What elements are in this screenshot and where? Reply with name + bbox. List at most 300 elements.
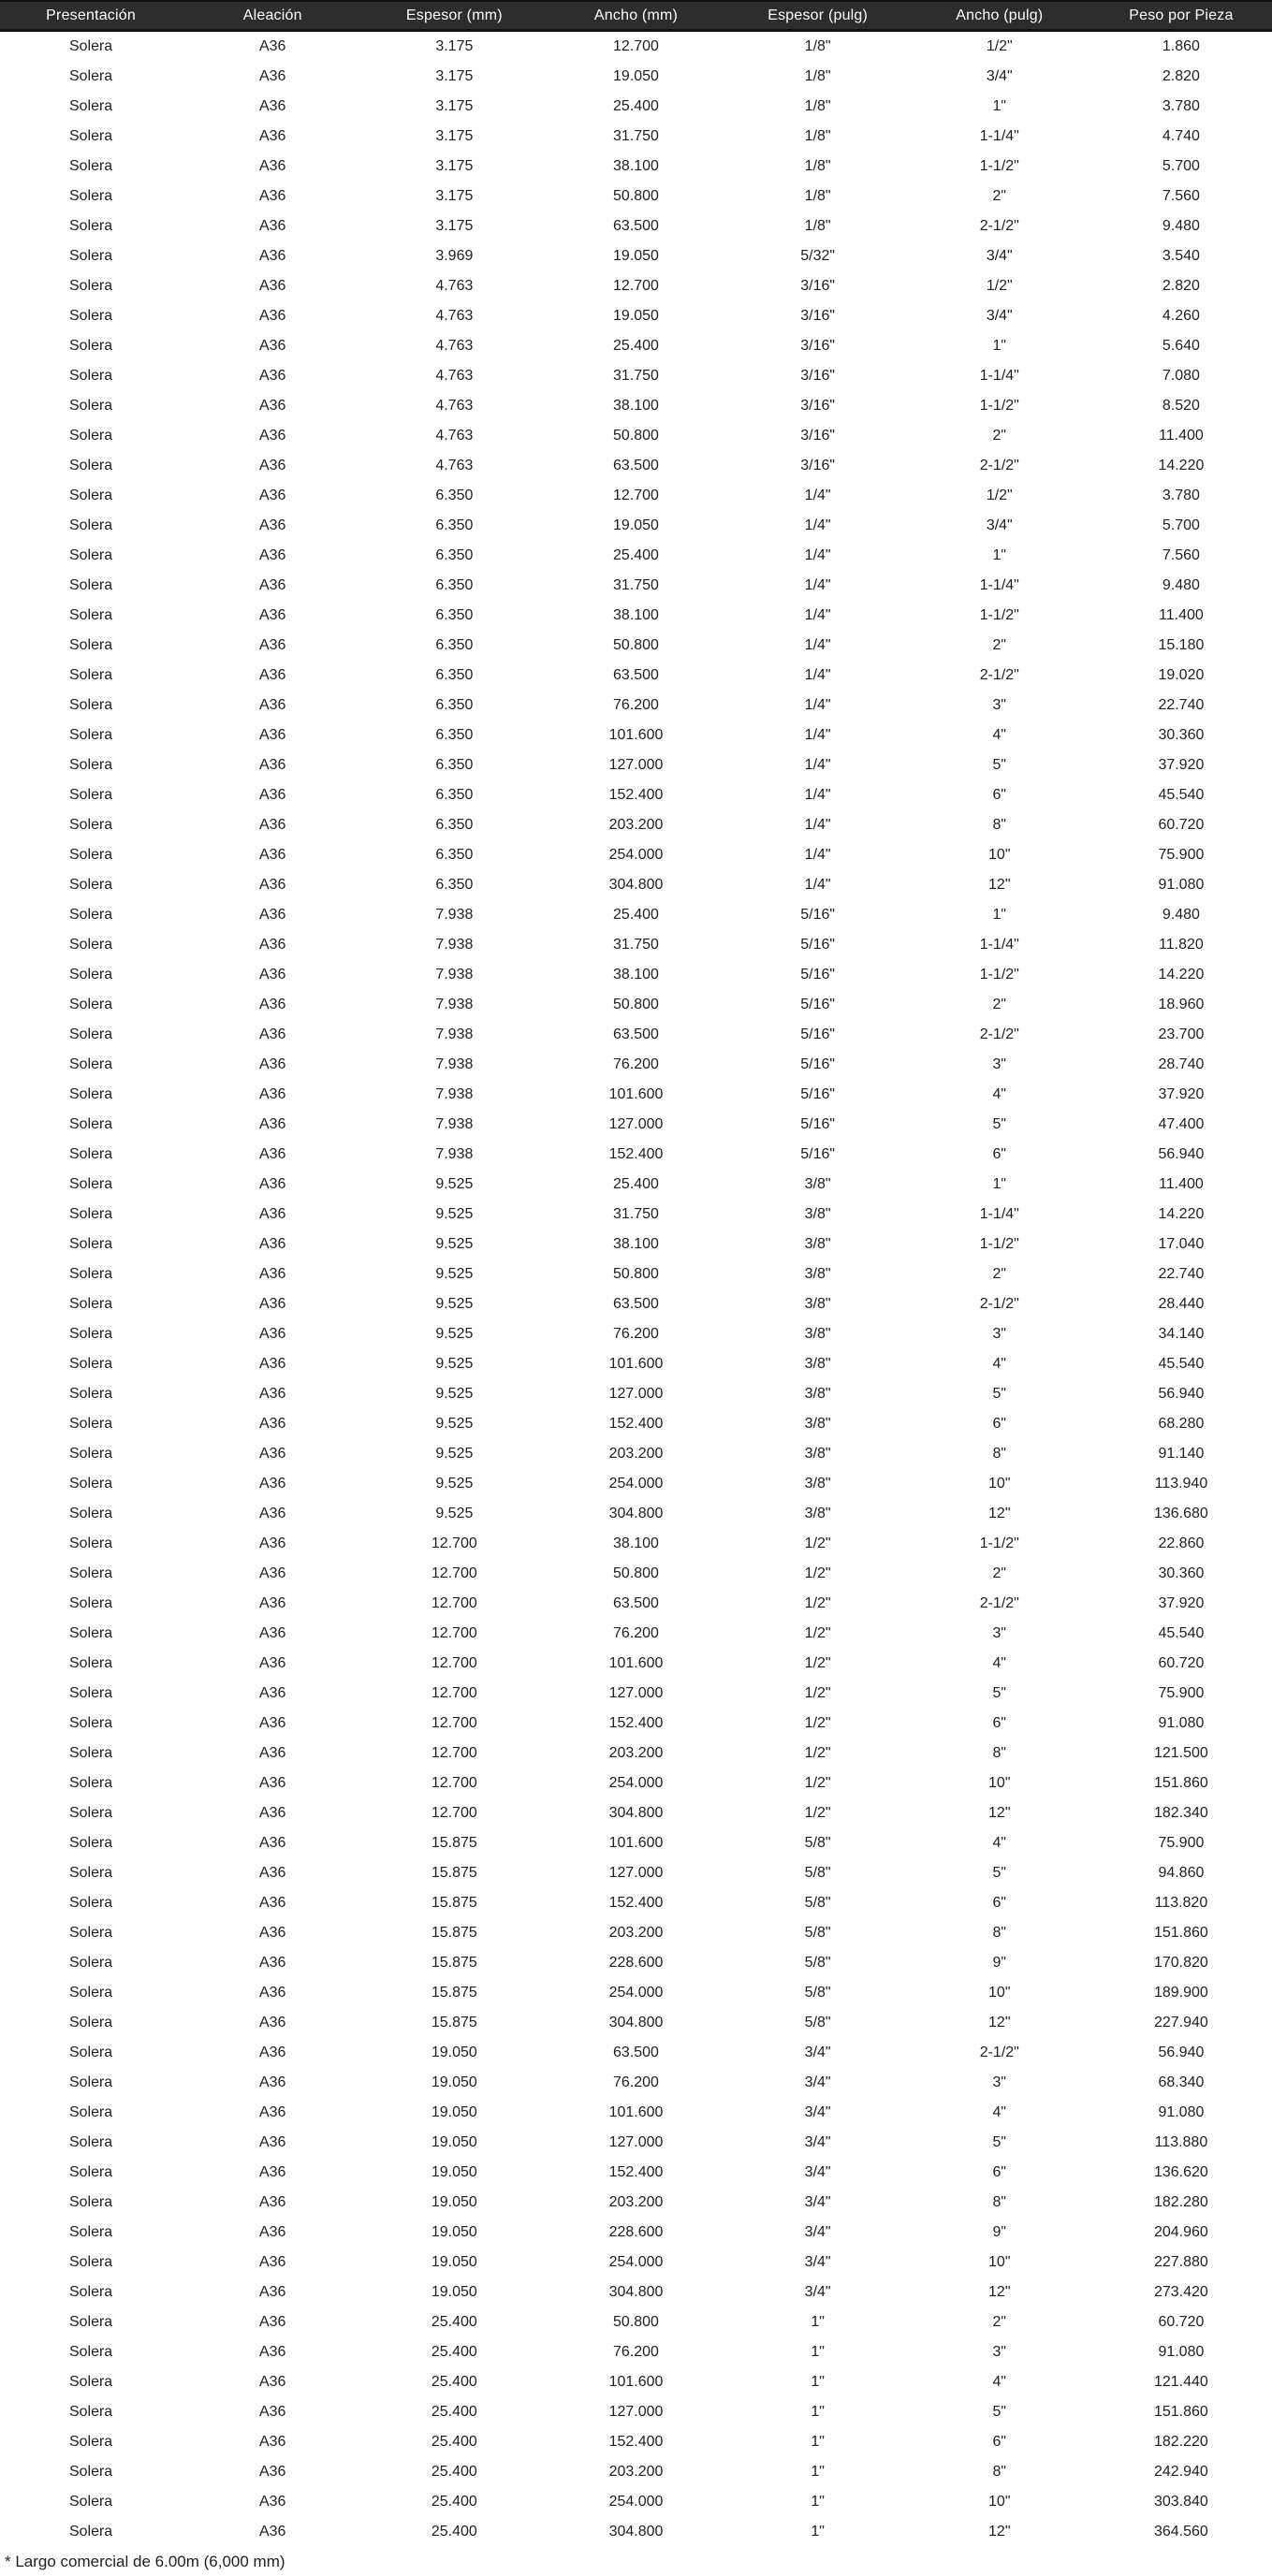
table-header-row bbox=[0, 0, 1272, 32]
table-cell: 19.020 bbox=[1158, 667, 1205, 683]
table-cell: 4" bbox=[992, 1655, 1007, 1671]
table-cell: 254.000 bbox=[608, 1476, 664, 1492]
commercial-length-footnote: * Largo comercial de 6.00m (6,000 mm) bbox=[5, 2553, 285, 2570]
table-cell: 12" bbox=[988, 877, 1011, 893]
table-cell: A36 bbox=[258, 98, 286, 114]
table-row bbox=[0, 1349, 1272, 1379]
table-cell: 1/4" bbox=[804, 547, 831, 563]
table-cell: Solera bbox=[68, 1356, 113, 1372]
table-cell: 5/16" bbox=[800, 1086, 836, 1102]
table-cell: Solera bbox=[68, 1535, 113, 1551]
table-cell: 91.140 bbox=[1158, 1446, 1205, 1462]
table-cell: 101.600 bbox=[608, 1835, 664, 1851]
table-cell: 9.525 bbox=[435, 1506, 474, 1521]
table-cell: 19.050 bbox=[431, 2074, 477, 2090]
table-cell: 6" bbox=[992, 1146, 1007, 1162]
table-cell: 182.340 bbox=[1153, 1805, 1208, 1821]
table-cell: Solera bbox=[68, 2344, 113, 2360]
table-cell: 10" bbox=[988, 1775, 1011, 1791]
table-cell: 25.400 bbox=[431, 2344, 477, 2360]
table-cell: A36 bbox=[258, 38, 286, 54]
table-cell: 15.875 bbox=[431, 1985, 477, 2001]
table-cell: 25.400 bbox=[431, 2434, 477, 2450]
table-cell: 182.280 bbox=[1153, 2194, 1208, 2210]
table-cell: Solera bbox=[68, 398, 113, 414]
table-cell: 91.080 bbox=[1158, 877, 1205, 893]
table-cell: Solera bbox=[68, 2404, 113, 2420]
table-cell: 1-1/4" bbox=[979, 937, 1019, 953]
table-row bbox=[0, 2158, 1272, 2188]
table-cell: A36 bbox=[258, 1625, 286, 1641]
table-cell: 12.700 bbox=[431, 1715, 477, 1731]
table-cell: A36 bbox=[258, 1416, 286, 1432]
table-cell: 30.360 bbox=[1158, 1565, 1205, 1581]
table-cell: 6.350 bbox=[435, 757, 474, 773]
table-cell: Solera bbox=[68, 697, 113, 713]
table-cell: 203.200 bbox=[608, 2464, 664, 2480]
table-cell: 136.680 bbox=[1153, 1506, 1208, 1521]
table-row bbox=[0, 481, 1272, 511]
table-cell: Solera bbox=[68, 907, 113, 923]
table-cell: Solera bbox=[68, 98, 113, 114]
table-row bbox=[0, 1140, 1272, 1170]
table-row bbox=[0, 391, 1272, 421]
table-cell: 1/2" bbox=[804, 1685, 831, 1701]
table-cell: A36 bbox=[258, 1446, 286, 1462]
table-row bbox=[0, 32, 1272, 62]
table-cell: 25.400 bbox=[431, 2464, 477, 2480]
table-cell: 3.175 bbox=[435, 68, 474, 84]
table-cell: 204.960 bbox=[1153, 2224, 1208, 2240]
table-cell: 15.875 bbox=[431, 1955, 477, 1971]
table-row bbox=[0, 451, 1272, 481]
table-cell: 254.000 bbox=[608, 2494, 664, 2510]
column-header: Aleación bbox=[242, 7, 302, 23]
table-cell: 25.400 bbox=[431, 2524, 477, 2540]
table-cell: A36 bbox=[258, 2464, 286, 2480]
table-cell: 63.500 bbox=[613, 458, 659, 473]
table-cell: A36 bbox=[258, 637, 286, 653]
table-row bbox=[0, 631, 1272, 661]
table-cell: 3/4" bbox=[804, 2134, 831, 2150]
table-cell: 14.220 bbox=[1158, 967, 1205, 982]
table-row bbox=[0, 1858, 1272, 1888]
table-cell: Solera bbox=[68, 967, 113, 982]
table-row bbox=[0, 1559, 1272, 1589]
table-cell: 9.525 bbox=[435, 1326, 474, 1342]
table-cell: 12" bbox=[988, 2015, 1011, 2030]
table-row bbox=[0, 1888, 1272, 1918]
table-cell: A36 bbox=[258, 1565, 286, 1581]
table-cell: 56.940 bbox=[1158, 1386, 1205, 1402]
table-cell: 4" bbox=[992, 727, 1007, 743]
table-cell: 152.400 bbox=[608, 2434, 664, 2450]
table-row bbox=[0, 1768, 1272, 1798]
table-cell: A36 bbox=[258, 248, 286, 264]
table-cell: Solera bbox=[68, 1865, 113, 1881]
table-cell: A36 bbox=[258, 1745, 286, 1761]
table-cell: Solera bbox=[68, 308, 113, 324]
table-cell: 9.525 bbox=[435, 1266, 474, 1282]
table-cell: A36 bbox=[258, 2045, 286, 2060]
table-cell: 6" bbox=[992, 2434, 1007, 2450]
table-row bbox=[0, 1499, 1272, 1529]
table-cell: Solera bbox=[68, 2194, 113, 2210]
table-cell: Solera bbox=[68, 2104, 113, 2120]
table-cell: 9.525 bbox=[435, 1206, 474, 1222]
table-cell: 3/4" bbox=[986, 248, 1013, 264]
table-cell: 5" bbox=[992, 1386, 1007, 1402]
table-cell: 1/2" bbox=[804, 1535, 831, 1551]
table-cell: 2-1/2" bbox=[979, 1595, 1019, 1611]
table-cell: 5/8" bbox=[804, 2015, 831, 2030]
table-cell: 6.350 bbox=[435, 517, 474, 533]
table-cell: 3/8" bbox=[804, 1296, 831, 1312]
table-cell: 152.400 bbox=[608, 2164, 664, 2180]
table-cell: 1/4" bbox=[804, 637, 831, 653]
table-cell: 37.920 bbox=[1158, 1595, 1205, 1611]
table-cell: 50.800 bbox=[613, 1565, 659, 1581]
table-cell: A36 bbox=[258, 1535, 286, 1551]
table-cell: Solera bbox=[68, 488, 113, 503]
table-cell: 1/8" bbox=[804, 218, 831, 234]
table-cell: 19.050 bbox=[613, 308, 659, 324]
table-cell: Solera bbox=[68, 338, 113, 354]
table-cell: 7.938 bbox=[435, 1026, 474, 1042]
table-cell: 3.540 bbox=[1162, 248, 1200, 264]
table-cell: 11.400 bbox=[1159, 607, 1204, 623]
table-cell: 5" bbox=[992, 1865, 1007, 1881]
table-cell: 25.400 bbox=[613, 338, 659, 354]
table-cell: 7.938 bbox=[435, 1056, 474, 1072]
table-cell: 3/4" bbox=[804, 2104, 831, 2120]
table-cell: 22.860 bbox=[1158, 1535, 1205, 1551]
table-cell: 19.050 bbox=[431, 2224, 477, 2240]
table-cell: 3.175 bbox=[435, 158, 474, 174]
table-cell: 5" bbox=[992, 2404, 1007, 2420]
table-cell: Solera bbox=[68, 2015, 113, 2030]
table-cell: 1/4" bbox=[804, 727, 831, 743]
table-cell: 31.750 bbox=[613, 368, 659, 384]
table-cell: 5/8" bbox=[804, 1835, 831, 1851]
table-cell: 1/4" bbox=[804, 517, 831, 533]
table-cell: 1/4" bbox=[804, 697, 831, 713]
table-cell: 9.525 bbox=[435, 1356, 474, 1372]
table-cell: 22.740 bbox=[1158, 697, 1205, 713]
table-cell: A36 bbox=[258, 1326, 286, 1342]
table-cell: 227.940 bbox=[1153, 2015, 1208, 2030]
table-cell: 5/8" bbox=[804, 1985, 831, 2001]
table-row bbox=[0, 1439, 1272, 1469]
table-cell: Solera bbox=[68, 727, 113, 743]
table-cell: A36 bbox=[258, 2344, 286, 2360]
table-cell: 1/4" bbox=[804, 667, 831, 683]
table-cell: 91.080 bbox=[1158, 2344, 1205, 2360]
table-cell: 254.000 bbox=[608, 2254, 664, 2270]
table-cell: 7.938 bbox=[435, 907, 474, 923]
table-cell: 303.840 bbox=[1153, 2494, 1208, 2510]
table-cell: 5" bbox=[992, 2134, 1007, 2150]
table-cell: A36 bbox=[258, 1236, 286, 1252]
table-cell: 3/8" bbox=[804, 1506, 831, 1521]
table-cell: 5" bbox=[992, 757, 1007, 773]
table-cell: 1" bbox=[992, 547, 1007, 563]
table-cell: 5/16" bbox=[800, 1026, 836, 1042]
table-cell: 7.938 bbox=[435, 997, 474, 1012]
table-cell: 6.350 bbox=[435, 817, 474, 833]
table-cell: 3/4" bbox=[986, 68, 1013, 84]
table-cell: 3/8" bbox=[804, 1386, 831, 1402]
table-cell: 5/16" bbox=[800, 907, 836, 923]
table-cell: A36 bbox=[258, 1086, 286, 1102]
table-cell: 7.938 bbox=[435, 1116, 474, 1132]
table-cell: 19.050 bbox=[613, 517, 659, 533]
table-cell: 6.350 bbox=[435, 667, 474, 683]
table-cell: Solera bbox=[68, 2314, 113, 2330]
table-cell: 4.260 bbox=[1162, 308, 1200, 324]
table-cell: A36 bbox=[258, 2015, 286, 2030]
table-cell: 8" bbox=[992, 817, 1007, 833]
table-cell: 152.400 bbox=[608, 1416, 664, 1432]
table-cell: 76.200 bbox=[613, 2344, 659, 2360]
column-header: Espesor (mm) bbox=[405, 7, 503, 23]
table-cell: 19.050 bbox=[431, 2134, 477, 2150]
table-cell: 10" bbox=[988, 2494, 1011, 2510]
table-cell: 152.400 bbox=[608, 787, 664, 803]
table-cell: A36 bbox=[258, 1026, 286, 1042]
table-cell: Solera bbox=[68, 1296, 113, 1312]
table-cell: 3.780 bbox=[1162, 488, 1200, 503]
table-cell: 1/8" bbox=[804, 68, 831, 84]
table-cell: 1/2" bbox=[986, 488, 1013, 503]
table-cell: A36 bbox=[258, 517, 286, 533]
table-cell: 19.050 bbox=[431, 2045, 477, 2060]
table-cell: 7.938 bbox=[435, 1086, 474, 1102]
table-cell: 4" bbox=[992, 1356, 1007, 1372]
table-cell: 1-1/2" bbox=[979, 967, 1019, 982]
table-cell: Solera bbox=[68, 1775, 113, 1791]
table-row bbox=[0, 1170, 1272, 1200]
table-cell: 25.400 bbox=[613, 547, 659, 563]
table-cell: 1-1/2" bbox=[979, 1535, 1019, 1551]
table-cell: 5.640 bbox=[1162, 338, 1200, 354]
table-row bbox=[0, 2068, 1272, 2098]
table-row bbox=[0, 2397, 1272, 2427]
table-row bbox=[0, 271, 1272, 301]
table-cell: 2" bbox=[992, 2314, 1007, 2330]
table-cell: 1/2" bbox=[986, 38, 1013, 54]
table-cell: 5/16" bbox=[800, 997, 836, 1012]
table-cell: Solera bbox=[68, 2134, 113, 2150]
table-cell: A36 bbox=[258, 607, 286, 623]
table-cell: 6" bbox=[992, 1895, 1007, 1911]
table-cell: 12.700 bbox=[431, 1535, 477, 1551]
table-cell: 5.700 bbox=[1162, 158, 1200, 174]
table-cell: A36 bbox=[258, 338, 286, 354]
table-cell: 50.800 bbox=[613, 188, 659, 204]
table-row bbox=[0, 1409, 1272, 1439]
table-cell: 6.350 bbox=[435, 697, 474, 713]
table-row bbox=[0, 511, 1272, 541]
table-cell: A36 bbox=[258, 1865, 286, 1881]
table-cell: 254.000 bbox=[608, 1775, 664, 1791]
table-cell: 1" bbox=[992, 98, 1007, 114]
table-row bbox=[0, 361, 1272, 391]
table-cell: 3.175 bbox=[435, 38, 474, 54]
table-cell: 7.560 bbox=[1162, 547, 1200, 563]
table-row bbox=[0, 960, 1272, 990]
table-cell: 101.600 bbox=[608, 2374, 664, 2390]
table-cell: 4.763 bbox=[435, 368, 474, 384]
table-cell: Solera bbox=[68, 1985, 113, 2001]
table-cell: Solera bbox=[68, 817, 113, 833]
table-cell: 1-1/4" bbox=[979, 577, 1019, 593]
table-row bbox=[0, 870, 1272, 900]
table-cell: 34.140 bbox=[1158, 1326, 1205, 1342]
table-cell: Solera bbox=[68, 1506, 113, 1521]
table-cell: 2-1/2" bbox=[979, 458, 1019, 473]
table-cell: 2" bbox=[992, 997, 1007, 1012]
table-row bbox=[0, 930, 1272, 960]
table-cell: A36 bbox=[258, 2284, 286, 2300]
table-cell: 3" bbox=[992, 2074, 1007, 2090]
table-cell: A36 bbox=[258, 2404, 286, 2420]
table-cell: 4" bbox=[992, 2374, 1007, 2390]
table-cell: A36 bbox=[258, 158, 286, 174]
table-cell: A36 bbox=[258, 1985, 286, 2001]
table-cell: A36 bbox=[258, 997, 286, 1012]
table-row bbox=[0, 211, 1272, 241]
table-cell: 2-1/2" bbox=[979, 1026, 1019, 1042]
table-cell: Solera bbox=[68, 577, 113, 593]
table-cell: A36 bbox=[258, 907, 286, 923]
table-cell: A36 bbox=[258, 667, 286, 683]
table-cell: 101.600 bbox=[608, 1655, 664, 1671]
table-row bbox=[0, 1379, 1272, 1409]
table-row bbox=[0, 2278, 1272, 2307]
table-row bbox=[0, 182, 1272, 211]
table-row bbox=[0, 2517, 1272, 2547]
table-cell: 1/4" bbox=[804, 488, 831, 503]
table-cell: 3/8" bbox=[804, 1326, 831, 1342]
table-cell: Solera bbox=[68, 248, 113, 264]
table-cell: 68.280 bbox=[1158, 1416, 1205, 1432]
table-cell: 76.200 bbox=[613, 1625, 659, 1641]
table-cell: 151.860 bbox=[1153, 1925, 1208, 1941]
table-cell: 8.520 bbox=[1162, 398, 1200, 414]
table-cell: 3/8" bbox=[804, 1176, 831, 1192]
table-row bbox=[0, 1259, 1272, 1289]
table-cell: 31.750 bbox=[613, 577, 659, 593]
table-cell: 9" bbox=[992, 2224, 1007, 2240]
table-cell: Solera bbox=[68, 1446, 113, 1462]
table-cell: 12.700 bbox=[431, 1685, 477, 1701]
table-cell: 304.800 bbox=[608, 1506, 664, 1521]
table-cell: 1/8" bbox=[804, 128, 831, 144]
table-cell: 30.360 bbox=[1158, 727, 1205, 743]
table-cell: 12.700 bbox=[431, 1625, 477, 1641]
table-cell: 63.500 bbox=[613, 1026, 659, 1042]
table-cell: 3/16" bbox=[800, 278, 836, 294]
table-row bbox=[0, 1619, 1272, 1649]
table-cell: 15.875 bbox=[431, 2015, 477, 2030]
table-cell: A36 bbox=[258, 1655, 286, 1671]
table-cell: Solera bbox=[68, 188, 113, 204]
table-cell: 14.220 bbox=[1158, 458, 1205, 473]
table-row bbox=[0, 1110, 1272, 1140]
table-cell: 3" bbox=[992, 1625, 1007, 1641]
table-cell: 50.800 bbox=[613, 997, 659, 1012]
table-cell: 9.525 bbox=[435, 1446, 474, 1462]
table-cell: 6" bbox=[992, 1416, 1007, 1432]
table-cell: A36 bbox=[258, 2254, 286, 2270]
table-cell: 1/2" bbox=[804, 1565, 831, 1581]
table-cell: 3.969 bbox=[435, 248, 474, 264]
table-cell: 189.900 bbox=[1153, 1985, 1208, 2001]
table-cell: A36 bbox=[258, 1595, 286, 1611]
table-cell: A36 bbox=[258, 278, 286, 294]
table-cell: 304.800 bbox=[608, 2284, 664, 2300]
table-cell: 3/4" bbox=[804, 2045, 831, 2060]
table-row bbox=[0, 571, 1272, 601]
table-cell: 3.175 bbox=[435, 218, 474, 234]
table-cell: Solera bbox=[68, 1026, 113, 1042]
table-cell: A36 bbox=[258, 1146, 286, 1162]
table-cell: 5/8" bbox=[804, 1895, 831, 1911]
table-cell: 4.763 bbox=[435, 338, 474, 354]
table-cell: Solera bbox=[68, 1176, 113, 1192]
table-cell: 127.000 bbox=[608, 1685, 664, 1701]
table-cell: 1" bbox=[811, 2524, 825, 2540]
table-cell: A36 bbox=[258, 2314, 286, 2330]
table-row bbox=[0, 990, 1272, 1020]
table-cell: 136.620 bbox=[1153, 2164, 1208, 2180]
table-cell: A36 bbox=[258, 547, 286, 563]
table-cell: 6.350 bbox=[435, 577, 474, 593]
table-cell: 4.763 bbox=[435, 278, 474, 294]
table-cell: Solera bbox=[68, 787, 113, 803]
table-row bbox=[0, 780, 1272, 810]
table-cell: A36 bbox=[258, 1266, 286, 1282]
table-cell: A36 bbox=[258, 727, 286, 743]
table-cell: 1/8" bbox=[804, 158, 831, 174]
table-cell: 101.600 bbox=[608, 2104, 664, 2120]
table-cell: A36 bbox=[258, 398, 286, 414]
table-cell: 127.000 bbox=[608, 1865, 664, 1881]
table-cell: 228.600 bbox=[608, 2224, 664, 2240]
table-cell: A36 bbox=[258, 1116, 286, 1132]
table-cell: 9.525 bbox=[435, 1476, 474, 1492]
table-cell: 5/32" bbox=[800, 248, 836, 264]
table-cell: 12.700 bbox=[431, 1745, 477, 1761]
table-cell: 203.200 bbox=[608, 817, 664, 833]
table-cell: Solera bbox=[68, 517, 113, 533]
table-row bbox=[0, 301, 1272, 331]
table-cell: 37.920 bbox=[1158, 1086, 1205, 1102]
table-cell: 8" bbox=[992, 1446, 1007, 1462]
table-cell: 170.820 bbox=[1153, 1955, 1208, 1971]
table-cell: 3" bbox=[992, 2344, 1007, 2360]
table-cell: 1" bbox=[811, 2344, 825, 2360]
table-cell: 25.400 bbox=[431, 2314, 477, 2330]
table-cell: A36 bbox=[258, 188, 286, 204]
table-cell: 56.940 bbox=[1158, 2045, 1205, 2060]
table-cell: 12.700 bbox=[431, 1805, 477, 1821]
table-cell: 50.800 bbox=[613, 1266, 659, 1282]
table-cell: 91.080 bbox=[1158, 1715, 1205, 1731]
table-cell: 63.500 bbox=[613, 2045, 659, 2060]
table-cell: 45.540 bbox=[1158, 787, 1205, 803]
